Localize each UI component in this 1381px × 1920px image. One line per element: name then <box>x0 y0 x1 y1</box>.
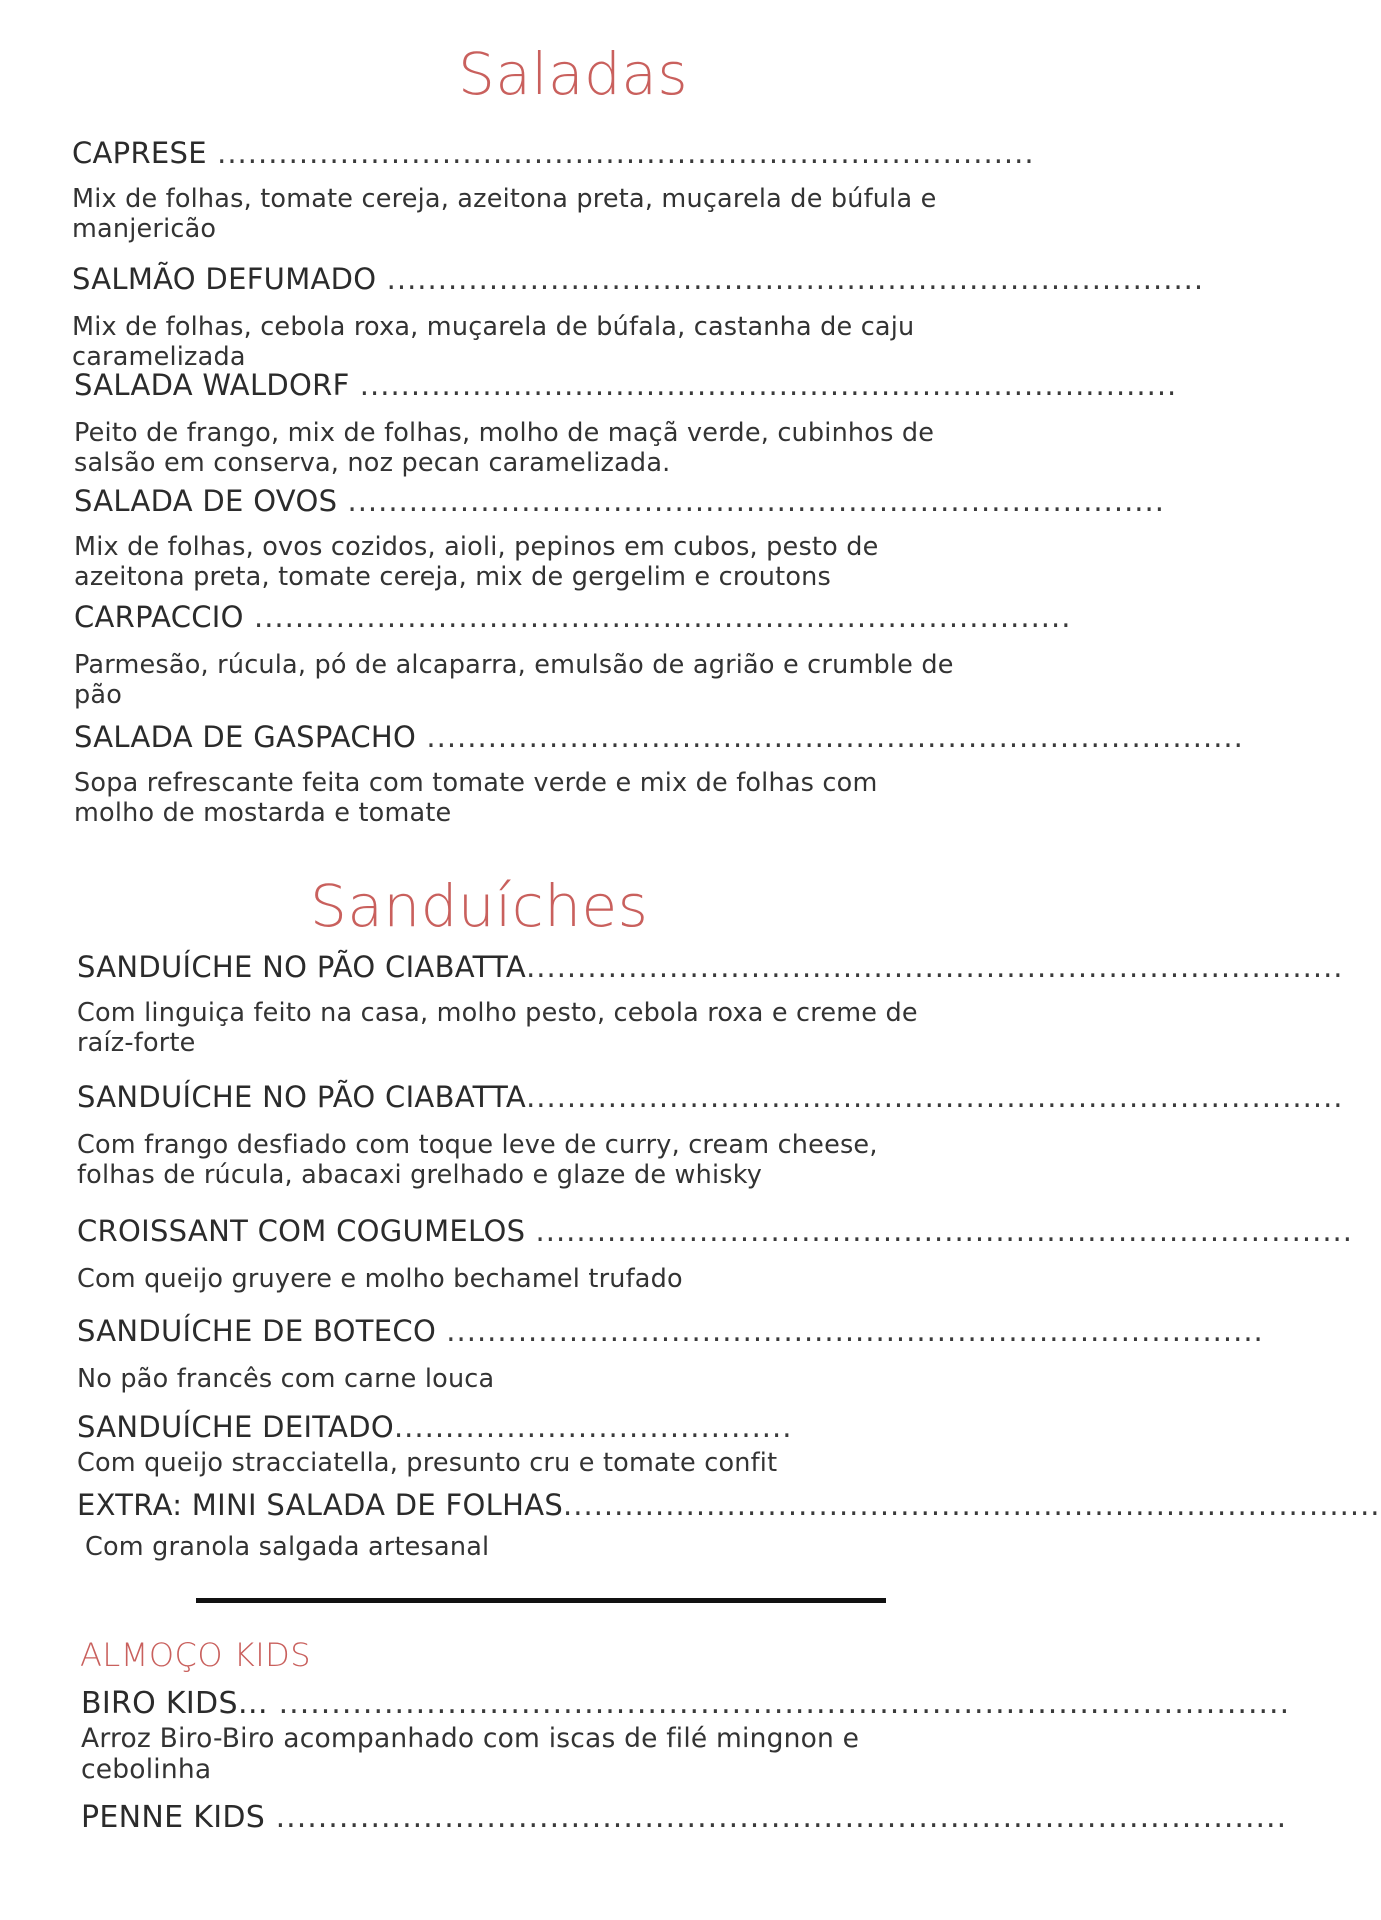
dot-leader: ................................................................................ <box>337 484 1165 518</box>
item-name-row <box>77 1214 1353 1248</box>
item-name: PENNE KIDS <box>81 1800 266 1835</box>
menu-item-salada-de-ovos <box>74 484 1165 592</box>
section-title-saladas: Saladas <box>458 40 689 108</box>
menu-item-biro-kids <box>81 1686 1291 1785</box>
menu-item-carpaccio <box>74 600 1072 710</box>
item-description: Com granola salgada artesanal <box>85 1532 490 1562</box>
menu-item-salmao-defumado <box>72 262 1205 372</box>
dot-leader: ................................................................................ <box>349 368 1178 402</box>
item-description: Mix de folhas, ovos cozidos, aioli, pepinos em cubos, pesto de azeitona preta, tomate cereja, mix de gergelim e croutons <box>74 532 879 592</box>
section-title-almoco-kids: ALMOÇO KIDS <box>80 1636 312 1674</box>
menu-item-salada-de-gaspacho <box>74 720 1244 828</box>
item-description: Sopa refrescante feita com tomate verde e mix de folhas com molho de mostarda e tomate <box>74 768 878 828</box>
item-name: SANDUÍCHE NO PÃO CIABATTA <box>77 950 527 984</box>
item-name-row <box>72 136 1035 170</box>
item-name-row <box>81 1686 1291 1721</box>
section-divider <box>196 1598 886 1603</box>
item-name-row <box>77 1410 807 1444</box>
item-name: EXTRA: MINI SALADA DE FOLHAS <box>77 1488 564 1522</box>
menu-item-sanduiche-ciabatta-frango <box>77 1080 1344 1190</box>
item-name: SALADA DE OVOS <box>74 484 338 518</box>
item-name-row <box>74 720 1244 754</box>
item-name: SANDUÍCHE NO PÃO CIABATTA <box>77 1080 527 1114</box>
section-title-sanduiches: Sanduíches <box>310 872 649 940</box>
item-description: Parmesão, rúcula, pó de alcaparra, emulsão de agrião e crumble de pão <box>74 650 954 710</box>
dot-leader: ................................................................................ <box>206 136 1035 170</box>
item-name-row <box>77 1314 1264 1348</box>
dot-leader: ................................................................................ <box>525 1214 1353 1248</box>
item-name-row <box>77 1488 1381 1522</box>
menu-item-sanduiche-ciabatta-linguica <box>77 950 1344 1058</box>
item-description: Com queijo stracciatella, presunto cru e tomate confit <box>77 1448 778 1478</box>
dot-leader: ....................................... <box>393 1410 793 1444</box>
item-description: Mix de folhas, cebola roxa, muçarela de búfala, castanha de caju caramelizada <box>72 312 915 372</box>
item-description: Arroz Biro-Biro acompanhado com iscas de filé mingnon e cebolinha <box>81 1723 860 1785</box>
item-name: SANDUÍCHE DE BOTECO <box>77 1314 437 1348</box>
item-name: BIRO KIDS… <box>81 1686 269 1721</box>
dot-leader: ................................................................................ <box>436 1314 1264 1348</box>
dot-leader: ................................................................................ <box>526 1080 1344 1114</box>
item-description: Mix de folhas, tomate cereja, azeitona preta, muçarela de búfula e manjericão <box>72 184 937 244</box>
item-name: CAPRESE <box>72 136 207 170</box>
menu-item-caprese <box>72 136 1035 244</box>
menu-item-sanduiche-deitado <box>77 1410 957 1478</box>
item-name: SALADA DE GASPACHO <box>74 720 417 754</box>
dot-leader: ................................................................................................ <box>265 1800 1288 1835</box>
item-name: CARPACCIO <box>74 600 244 634</box>
dot-leader: ................................................................................ <box>243 600 1072 634</box>
item-name-row <box>77 1080 1344 1114</box>
item-name-row <box>81 1800 1288 1835</box>
dot-leader: ................................................................................ <box>563 1488 1381 1522</box>
item-description: No pão francês com carne louca <box>77 1364 495 1394</box>
item-description: Com queijo gruyere e molho bechamel trufado <box>77 1264 683 1294</box>
item-description: Com linguiça feito na casa, molho pesto, cebola roxa e creme de raíz-forte <box>77 998 918 1058</box>
item-description: Peito de frango, mix de folhas, molho de maçã verde, cubinhos de salsão em conserva, noz pecan caramelizada. <box>74 418 935 478</box>
item-name: SANDUÍCHE DEITADO <box>77 1410 394 1444</box>
dot-leader: ................................................................................................ <box>268 1686 1291 1721</box>
menu-item-extra-mini-salada <box>77 1488 1381 1562</box>
item-name-row <box>77 950 1344 984</box>
item-name: SALMÃO DEFUMADO <box>72 262 377 296</box>
dot-leader: ................................................................................ <box>376 262 1205 296</box>
item-name-row <box>74 484 1165 518</box>
item-description: Com frango desfiado com toque leve de curry, cream cheese, folhas de rúcula, abacaxi grelhado e glaze de whisky <box>77 1130 878 1190</box>
menu-item-salada-waldorf <box>74 368 1178 478</box>
item-name: SALADA WALDORF <box>74 368 350 402</box>
item-name-row <box>72 262 1205 296</box>
dot-leader: ................................................................................ <box>526 950 1344 984</box>
item-name-row <box>74 368 1178 402</box>
dot-leader: ................................................................................ <box>416 720 1244 754</box>
item-name-row <box>74 600 1072 634</box>
menu-item-penne-kids <box>81 1800 1288 1835</box>
menu-item-croissant-cogumelos <box>77 1214 1353 1294</box>
menu-item-sanduiche-de-boteco <box>77 1314 1264 1394</box>
item-name: CROISSANT COM COGUMELOS <box>77 1214 526 1248</box>
